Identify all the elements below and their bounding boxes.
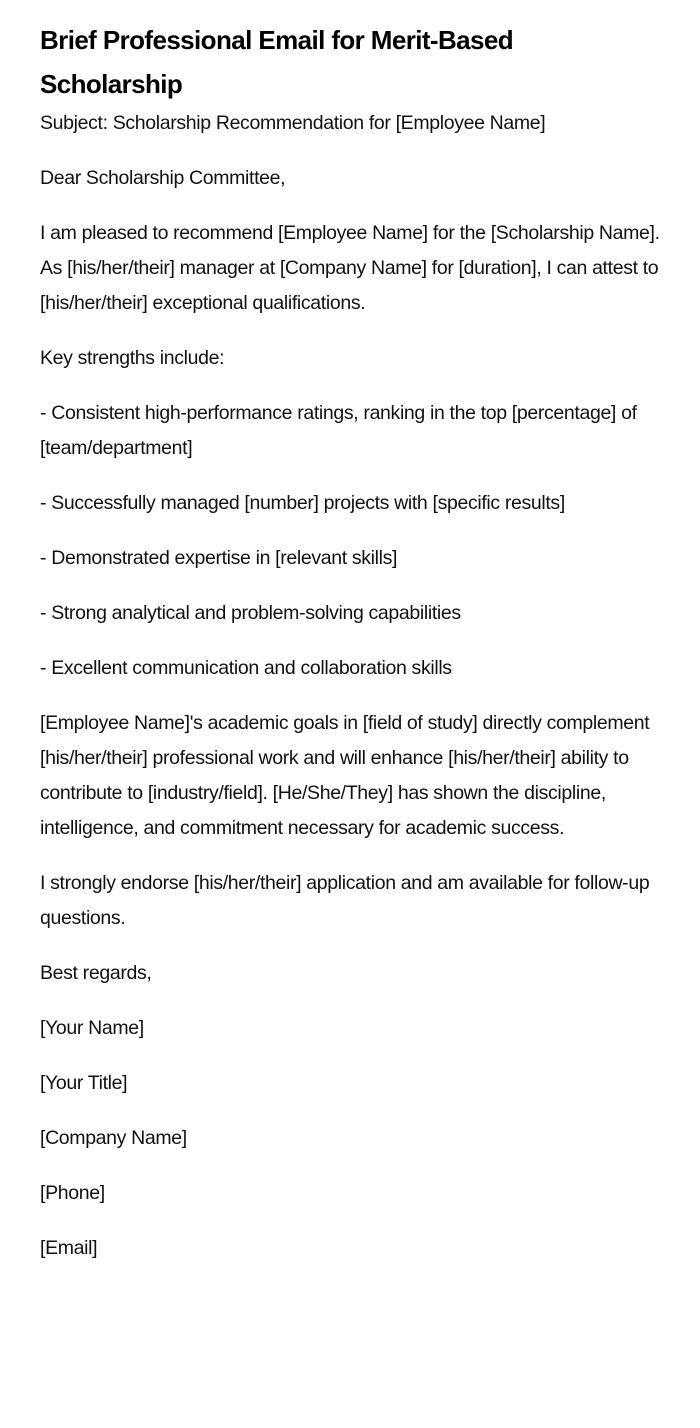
strength-item: - Successfully managed [number] projects with [specific results] (40, 492, 565, 514)
email-closing: Best regards, (40, 962, 152, 984)
document-title: Brief Professional Email for Merit-Based Scholarship (40, 25, 514, 99)
email-salutation: Dear Scholarship Committee, (40, 167, 286, 189)
signature-phone: [Phone] (40, 1182, 105, 1204)
strength-item: - Excellent communication and collaboration skills (40, 657, 452, 679)
signature-email: [Email] (40, 1237, 98, 1259)
signature-name: [Your Name] (40, 1017, 144, 1039)
email-subject: Subject: Scholarship Recommendation for [Employee Name] (40, 112, 546, 134)
strengths-heading: Key strengths include: (40, 347, 225, 369)
goals-paragraph: [Employee Name]'s academic goals in [field of study] directly complement [his/her/their] professional work and will enhance [his/her/their] ability to contribute to [industry/field]. [He/She/They] has shown the discipline, intelligence, and commitment necessary for academic success. (40, 712, 650, 839)
endorsement-paragraph: I strongly endorse [his/her/their] application and am available for follow-up questions. (40, 872, 650, 929)
strength-item: - Demonstrated expertise in [relevant skills] (40, 547, 398, 569)
signature-company: [Company Name] (40, 1127, 187, 1149)
strength-item: - Strong analytical and problem-solving capabilities (40, 602, 461, 624)
signature-title: [Your Title] (40, 1072, 128, 1094)
strength-item: - Consistent high-performance ratings, ranking in the top [percentage] of [team/department] (40, 402, 637, 459)
email-intro-paragraph: I am pleased to recommend [Employee Name] for the [Scholarship Name]. As [his/her/their] manager at [Company Name] for [duration], I can attest to [his/her/their] exceptional qualifications. (40, 222, 660, 314)
